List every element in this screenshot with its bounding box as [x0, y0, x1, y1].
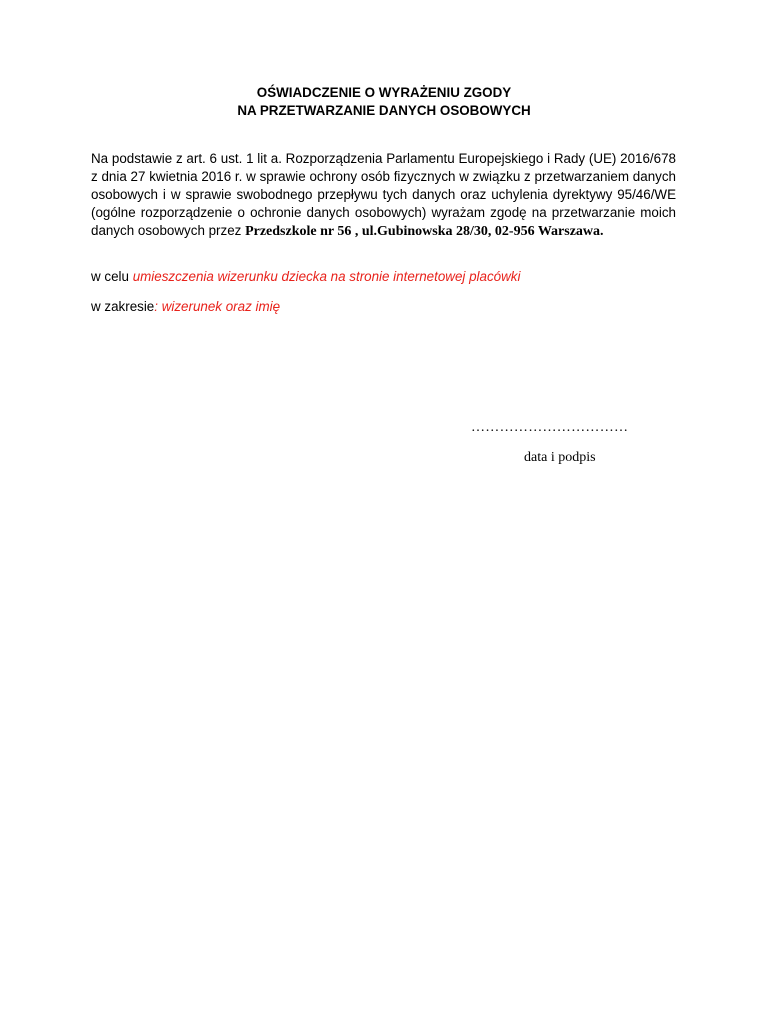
scope-value: : wizerunek oraz imię	[154, 299, 281, 314]
title-line-1: OŚWIADCZENIE O WYRAŻENIU ZGODY	[256, 85, 512, 100]
purpose-label: w celu	[91, 269, 133, 284]
organization-name: Przedszkole nr 56 , ul.Gubinowska 28/30, 02-956 Warszawa.	[245, 224, 604, 239]
scope-line	[91, 298, 280, 316]
consent-intro-text: Na podstawie z art. 6 ust. 1 lit a. Rozporządzenia Parlamentu Europejskiego i Rady (UE) 2016/678 z dnia 27 kwietnia 2016 r. w sprawie ochrony osób fizycznych w związku z przetwarzaniem danych osobowych i w sprawie swobodnego przepływu tych danych oraz uchylenia dyrektywy 95/46/WE (ogólne rozporządzenie o ochronie danych osobowych) wyrażam zgodę na przetwarzanie moich danych osobowych przez	[91, 151, 676, 238]
purpose-line	[91, 268, 520, 286]
signature-line: ……………………………	[471, 420, 629, 435]
consent-paragraph	[91, 150, 676, 241]
signature-label: data i podpis	[524, 450, 596, 465]
purpose-value: umieszczenia wizerunku dziecka na stronie internetowej placówki	[132, 269, 521, 284]
title-line-2: NA PRZETWARZANIE DANYCH OSOBOWYCH	[237, 103, 531, 118]
scope-label: w zakresie	[91, 299, 155, 314]
document-title	[0, 84, 768, 120]
